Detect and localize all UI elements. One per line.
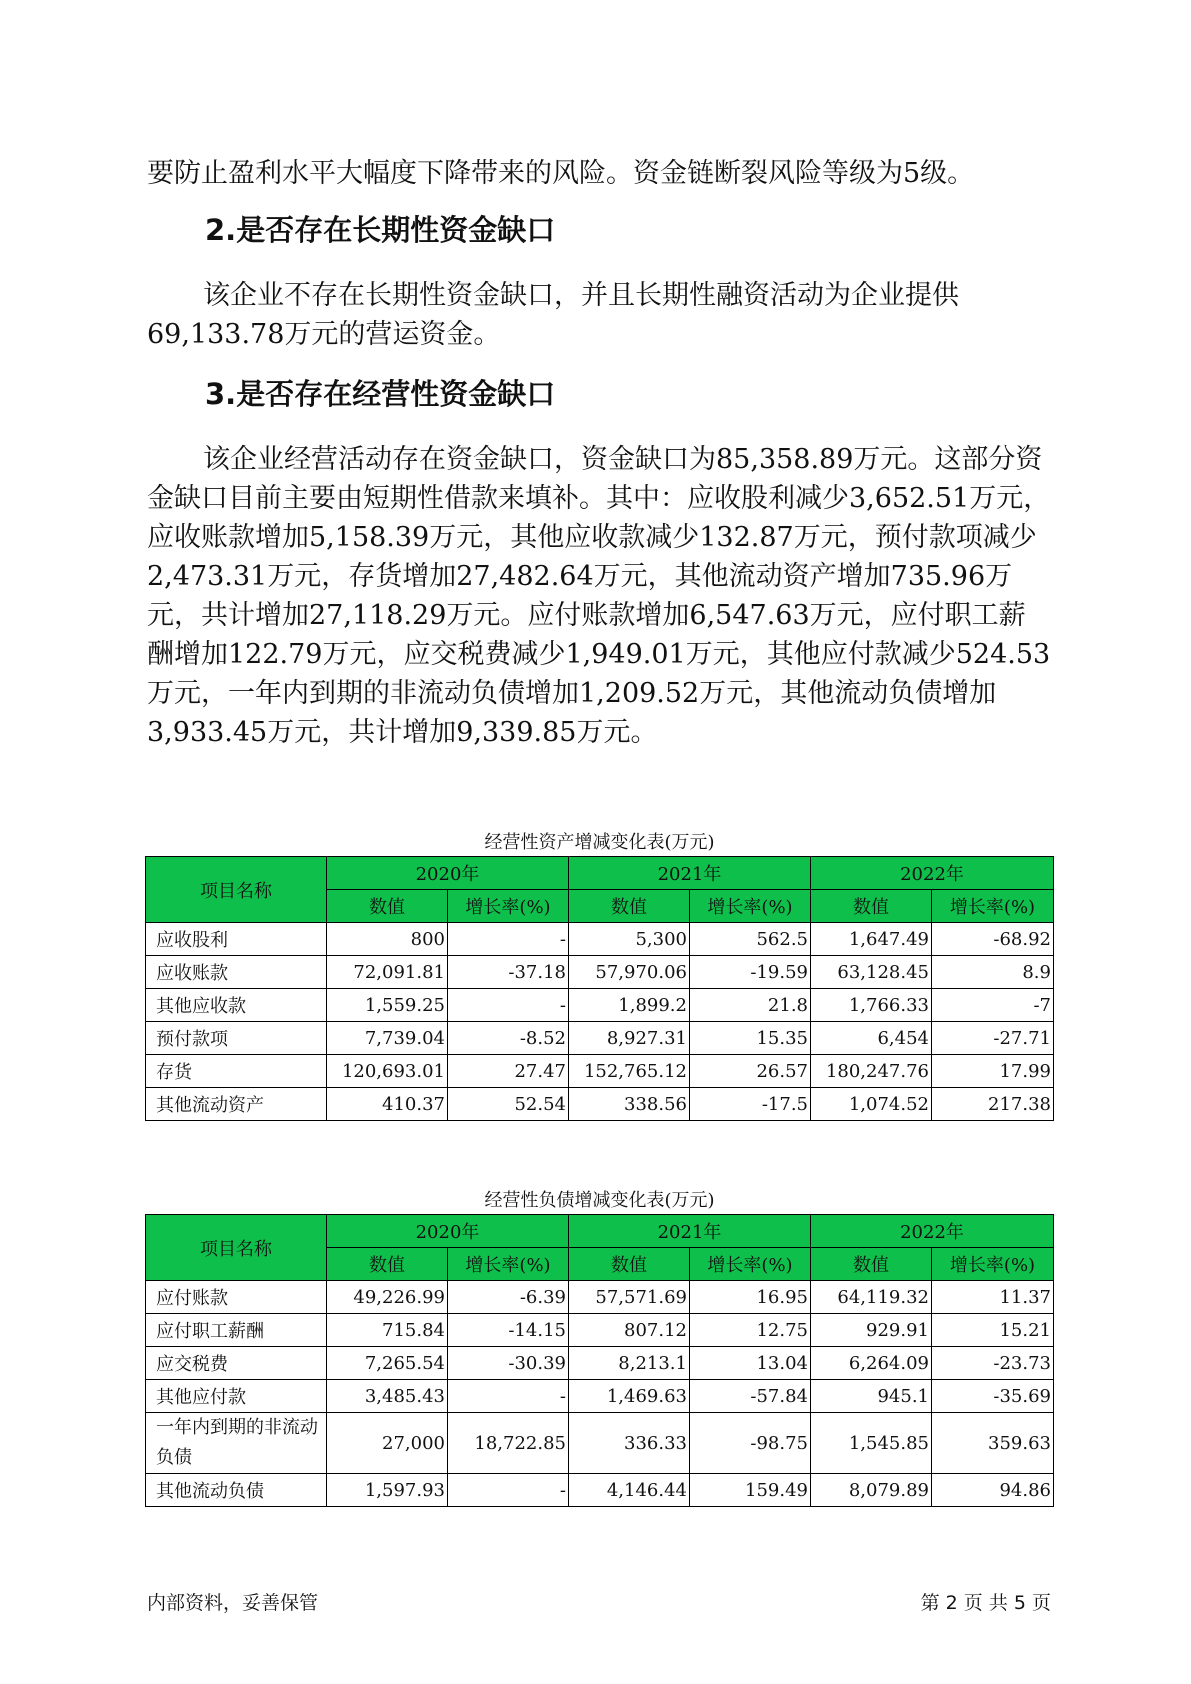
header-year-2021: 2021年 [569, 857, 811, 890]
table-row [146, 1281, 1054, 1314]
cell-value: 1,597.93 [327, 1474, 448, 1507]
table-row [146, 923, 1054, 956]
liabilities-table [145, 1214, 1054, 1507]
table-row [146, 1347, 1054, 1380]
cell-growth: - [448, 1474, 569, 1507]
cell-growth: 15.35 [690, 1022, 811, 1055]
row-label: 其他流动负债 [146, 1474, 327, 1507]
cell-growth: 17.99 [932, 1055, 1054, 1088]
heading-operating-gap: 3.是否存在经营性资金缺口 [205, 377, 556, 411]
cell-value: 27,000 [327, 1413, 448, 1474]
liabilities-table-caption: 经营性负债增减变化表(万元) [484, 1190, 715, 1211]
cell-value: 4,146.44 [569, 1474, 690, 1507]
row-label: 预付款项 [146, 1022, 327, 1055]
cell-value: 57,970.06 [569, 956, 690, 989]
assets-table [145, 856, 1054, 1121]
cell-growth: 562.5 [690, 923, 811, 956]
cell-growth: 359.63 [932, 1413, 1054, 1474]
cell-value: 1,559.25 [327, 989, 448, 1022]
cell-value: 6,264.09 [811, 1347, 932, 1380]
header-year-2022: 2022年 [811, 857, 1054, 890]
cell-growth: 159.49 [690, 1474, 811, 1507]
cell-value: 945.1 [811, 1380, 932, 1413]
cell-growth: -23.73 [932, 1347, 1054, 1380]
row-label: 其他流动资产 [146, 1088, 327, 1121]
cell-value: 8,927.31 [569, 1022, 690, 1055]
cell-value: 7,265.54 [327, 1347, 448, 1380]
cell-value: 807.12 [569, 1314, 690, 1347]
cell-growth: 12.75 [690, 1314, 811, 1347]
table-row [146, 1474, 1054, 1507]
cell-growth: -19.59 [690, 956, 811, 989]
row-label: 存货 [146, 1055, 327, 1088]
cell-value: 336.33 [569, 1413, 690, 1474]
cell-value: 1,647.49 [811, 923, 932, 956]
header-item-name: 项目名称 [146, 857, 327, 923]
cell-growth: 52.54 [448, 1088, 569, 1121]
header-year-2021: 2021年 [569, 1215, 811, 1248]
row-label: 应交税费 [146, 1347, 327, 1380]
footer-confidential-note: 内部资料，妥善保管 [147, 1592, 319, 1614]
footer-page-number: 第 2 页 共 5 页 [920, 1592, 1051, 1614]
heading-long-term-gap: 2.是否存在长期性资金缺口 [205, 213, 556, 247]
cell-growth: -37.18 [448, 956, 569, 989]
table-row [146, 1314, 1054, 1347]
header-growth: 增长率(%) [932, 1248, 1054, 1281]
header-value: 数值 [327, 890, 448, 923]
cell-growth: 11.37 [932, 1281, 1054, 1314]
cell-growth: 16.95 [690, 1281, 811, 1314]
cell-growth: - [448, 989, 569, 1022]
paragraph-long-term-gap: 该企业不存在长期性资金缺口，并且长期性融资活动为企业提供69,133.78万元的营运资金。 [147, 280, 959, 350]
cell-growth: 21.8 [690, 989, 811, 1022]
cell-growth: -14.15 [448, 1314, 569, 1347]
header-year-2020: 2020年 [327, 1215, 569, 1248]
row-label: 应付账款 [146, 1281, 327, 1314]
cell-value: 929.91 [811, 1314, 932, 1347]
cell-value: 152,765.12 [569, 1055, 690, 1088]
header-growth: 增长率(%) [448, 890, 569, 923]
header-growth: 增长率(%) [690, 1248, 811, 1281]
header-growth: 增长率(%) [448, 1248, 569, 1281]
header-value: 数值 [327, 1248, 448, 1281]
cell-growth: -8.52 [448, 1022, 569, 1055]
cell-growth: -98.75 [690, 1413, 811, 1474]
table-row [146, 989, 1054, 1022]
paragraph-operating-gap: 该企业经营活动存在资金缺口，资金缺口为85,358.89万元。这部分资金缺口目前主要由短期性借款来填补。其中：应收股利减少3,652.51万元，应收账款增加5,158.39万元，其他应收款减少132.87万元，预付款项减少2,473.31万元，存货增加27,482.64万元，其他流动资产增加735.96万元，共计增加27,118.29万元。应付账款增加6,547.63万元，应付职工薪酬增加122.79万元，应交税费减少1,949.01万元，其他应付款减少524.53万元，一年内到期的非流动负债增加1,209.52万元，其他流动负债增加3,933.45万元，共计增加9,339.85万元。 [147, 444, 1051, 748]
cell-growth: -6.39 [448, 1281, 569, 1314]
cell-value: 715.84 [327, 1314, 448, 1347]
cell-value: 800 [327, 923, 448, 956]
cell-value: 180,247.76 [811, 1055, 932, 1088]
cell-growth: -27.71 [932, 1022, 1054, 1055]
table-row [146, 1413, 1054, 1474]
cell-value: 1,899.2 [569, 989, 690, 1022]
cell-value: 3,485.43 [327, 1380, 448, 1413]
table-row [146, 1055, 1054, 1088]
row-label: 应付职工薪酬 [146, 1314, 327, 1347]
assets-table-caption: 经营性资产增减变化表(万元) [484, 832, 715, 853]
table-row [146, 1088, 1054, 1121]
cell-value: 1,074.52 [811, 1088, 932, 1121]
paragraph-risk-level: 要防止盈利水平大幅度下降带来的风险。资金链断裂风险等级为5级。 [147, 158, 975, 189]
header-value: 数值 [569, 1248, 690, 1281]
cell-value: 49,226.99 [327, 1281, 448, 1314]
header-year-2020: 2020年 [327, 857, 569, 890]
header-value: 数值 [811, 1248, 932, 1281]
header-value: 数值 [811, 890, 932, 923]
cell-value: 6,454 [811, 1022, 932, 1055]
cell-value: 8,213.1 [569, 1347, 690, 1380]
header-value: 数值 [569, 890, 690, 923]
cell-value: 1,469.63 [569, 1380, 690, 1413]
cell-value: 72,091.81 [327, 956, 448, 989]
cell-growth: 27.47 [448, 1055, 569, 1088]
header-growth: 增长率(%) [932, 890, 1054, 923]
table-row [146, 1380, 1054, 1413]
row-label: 应收账款 [146, 956, 327, 989]
cell-growth: -68.92 [932, 923, 1054, 956]
cell-value: 57,571.69 [569, 1281, 690, 1314]
cell-growth: - [448, 923, 569, 956]
cell-value: 338.56 [569, 1088, 690, 1121]
cell-value: 1,766.33 [811, 989, 932, 1022]
header-item-name: 项目名称 [146, 1215, 327, 1281]
cell-value: 1,545.85 [811, 1413, 932, 1474]
cell-growth: 13.04 [690, 1347, 811, 1380]
row-label: 其他应付款 [146, 1380, 327, 1413]
cell-growth: -7 [932, 989, 1054, 1022]
header-growth: 增长率(%) [690, 890, 811, 923]
cell-value: 410.37 [327, 1088, 448, 1121]
cell-growth: -30.39 [448, 1347, 569, 1380]
cell-value: 5,300 [569, 923, 690, 956]
row-label: 其他应收款 [146, 989, 327, 1022]
cell-value: 64,119.32 [811, 1281, 932, 1314]
cell-growth: - [448, 1380, 569, 1413]
cell-growth: -35.69 [932, 1380, 1054, 1413]
liabilities-table-body [146, 1281, 1054, 1507]
row-label: 应收股利 [146, 923, 327, 956]
cell-growth: -17.5 [690, 1088, 811, 1121]
header-year-2022: 2022年 [811, 1215, 1054, 1248]
table-row [146, 1022, 1054, 1055]
cell-growth: 94.86 [932, 1474, 1054, 1507]
cell-value: 8,079.89 [811, 1474, 932, 1507]
cell-growth: 18,722.85 [448, 1413, 569, 1474]
cell-growth: 15.21 [932, 1314, 1054, 1347]
cell-value: 63,128.45 [811, 956, 932, 989]
table-row [146, 956, 1054, 989]
cell-value: 7,739.04 [327, 1022, 448, 1055]
cell-growth: 26.57 [690, 1055, 811, 1088]
cell-growth: -57.84 [690, 1380, 811, 1413]
cell-growth: 8.9 [932, 956, 1054, 989]
assets-table-body [146, 923, 1054, 1121]
cell-growth: 217.38 [932, 1088, 1054, 1121]
row-label: 一年内到期的非流动负债 [146, 1413, 327, 1474]
cell-value: 120,693.01 [327, 1055, 448, 1088]
